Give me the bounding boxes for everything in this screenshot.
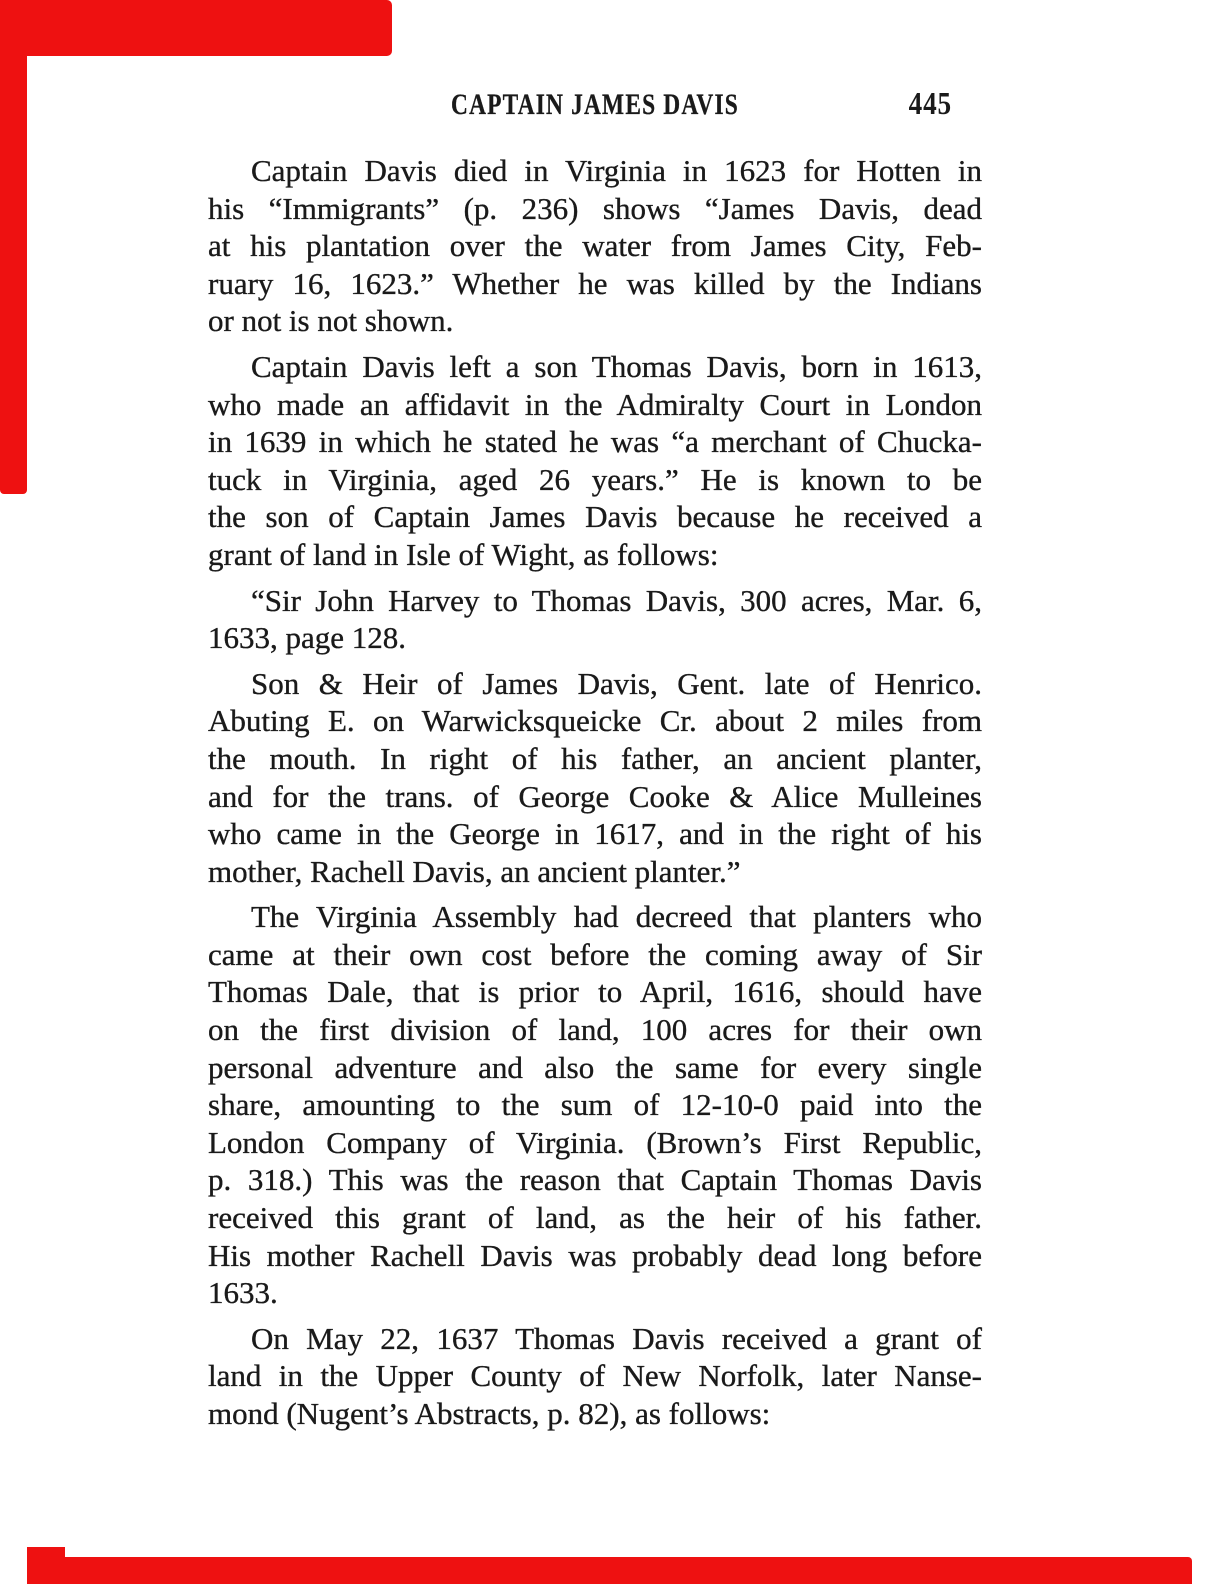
- text-line: Son & Heir of James Davis, Gent. late of Henrico.: [251, 665, 982, 701]
- text-line: The Virginia Assembly had decreed that planters who: [251, 899, 982, 935]
- page-number: 445: [908, 85, 952, 121]
- paragraph: [208, 348, 982, 574]
- scan-edge-artifact-bottom: [27, 1557, 1192, 1584]
- text-line: the mouth. In right of his father, an ancient planter,: [208, 740, 982, 776]
- paragraph: [208, 152, 982, 340]
- scan-edge-artifact-left: [0, 0, 27, 494]
- running-header: [208, 85, 982, 130]
- text-line: London Company of Virginia. (Brown’s First Republic,: [208, 1124, 982, 1160]
- text-line: “Sir John Harvey to Thomas Davis, 300 acres, Mar. 6,: [251, 582, 982, 618]
- text-line: 1633.: [208, 1275, 278, 1311]
- text-line: or not is not shown.: [208, 303, 454, 339]
- text-line: p. 318.) This was the reason that Captain Thomas Davis: [208, 1162, 982, 1198]
- text-line: who made an affidavit in the Admiralty Court in London: [208, 386, 982, 422]
- text-line: personal adventure and also the same for every single: [208, 1049, 982, 1085]
- text-line: and for the trans. of George Cooke & Alice Mulleines: [208, 778, 982, 814]
- text-line: grant of land in Isle of Wight, as follows:: [208, 536, 719, 572]
- text-line: Captain Davis left a son Thomas Davis, born in 1613,: [251, 348, 982, 384]
- scan-edge-artifact-bottom-notch: [27, 1547, 65, 1584]
- paragraph: [208, 665, 982, 891]
- text-line: who came in the George in 1617, and in the right of his: [208, 816, 982, 852]
- text-line: on the first division of land, 100 acres for their own: [208, 1012, 982, 1048]
- running-header-title: CAPTAIN JAMES DAVIS: [451, 88, 739, 121]
- text-line: ruary 16, 1623.” Whether he was killed by the Indians: [208, 265, 982, 301]
- text-line: land in the Upper County of New Norfolk, later Nanse-: [208, 1358, 982, 1394]
- text-line: Thomas Dale, that is prior to April, 1616, should have: [208, 974, 982, 1010]
- text-line: Captain Davis died in Virginia in 1623 for Hotten in: [251, 153, 982, 188]
- text-line: 1633, page 128.: [208, 620, 407, 656]
- text-line: came at their own cost before the coming away of Sir: [208, 936, 982, 972]
- text-line: Abuting E. on Warwicksqueicke Cr. about 2 miles from: [208, 703, 982, 739]
- text-line: in 1639 in which he stated he was “a merchant of Chucka-: [208, 424, 982, 460]
- paragraph: [208, 582, 982, 657]
- text-line: His mother Rachell Davis was probably dead long before: [208, 1237, 982, 1273]
- text-line: his “Immigrants” (p. 236) shows “James Davis, dead: [208, 190, 982, 226]
- paragraph: [208, 898, 982, 1312]
- scan-edge-artifact-top: [0, 0, 392, 56]
- text-line: share, amounting to the sum of 12-10-0 paid into the: [208, 1087, 982, 1123]
- page-body: [208, 152, 982, 1433]
- text-line: tuck in Virginia, aged 26 years.” He is known to be: [208, 461, 982, 497]
- text-line: at his plantation over the water from James City, Feb-: [208, 228, 982, 264]
- text-line: the son of Captain James Davis because he received a: [208, 499, 982, 535]
- text-line: received this grant of land, as the heir of his father.: [208, 1200, 982, 1236]
- text-line: On May 22, 1637 Thomas Davis received a grant of: [251, 1320, 982, 1356]
- text-line: mond (Nugent’s Abstracts, p. 82), as follows:: [208, 1396, 771, 1431]
- paragraph: [208, 1320, 982, 1433]
- text-line: mother, Rachell Davis, an ancient planter.”: [208, 853, 741, 889]
